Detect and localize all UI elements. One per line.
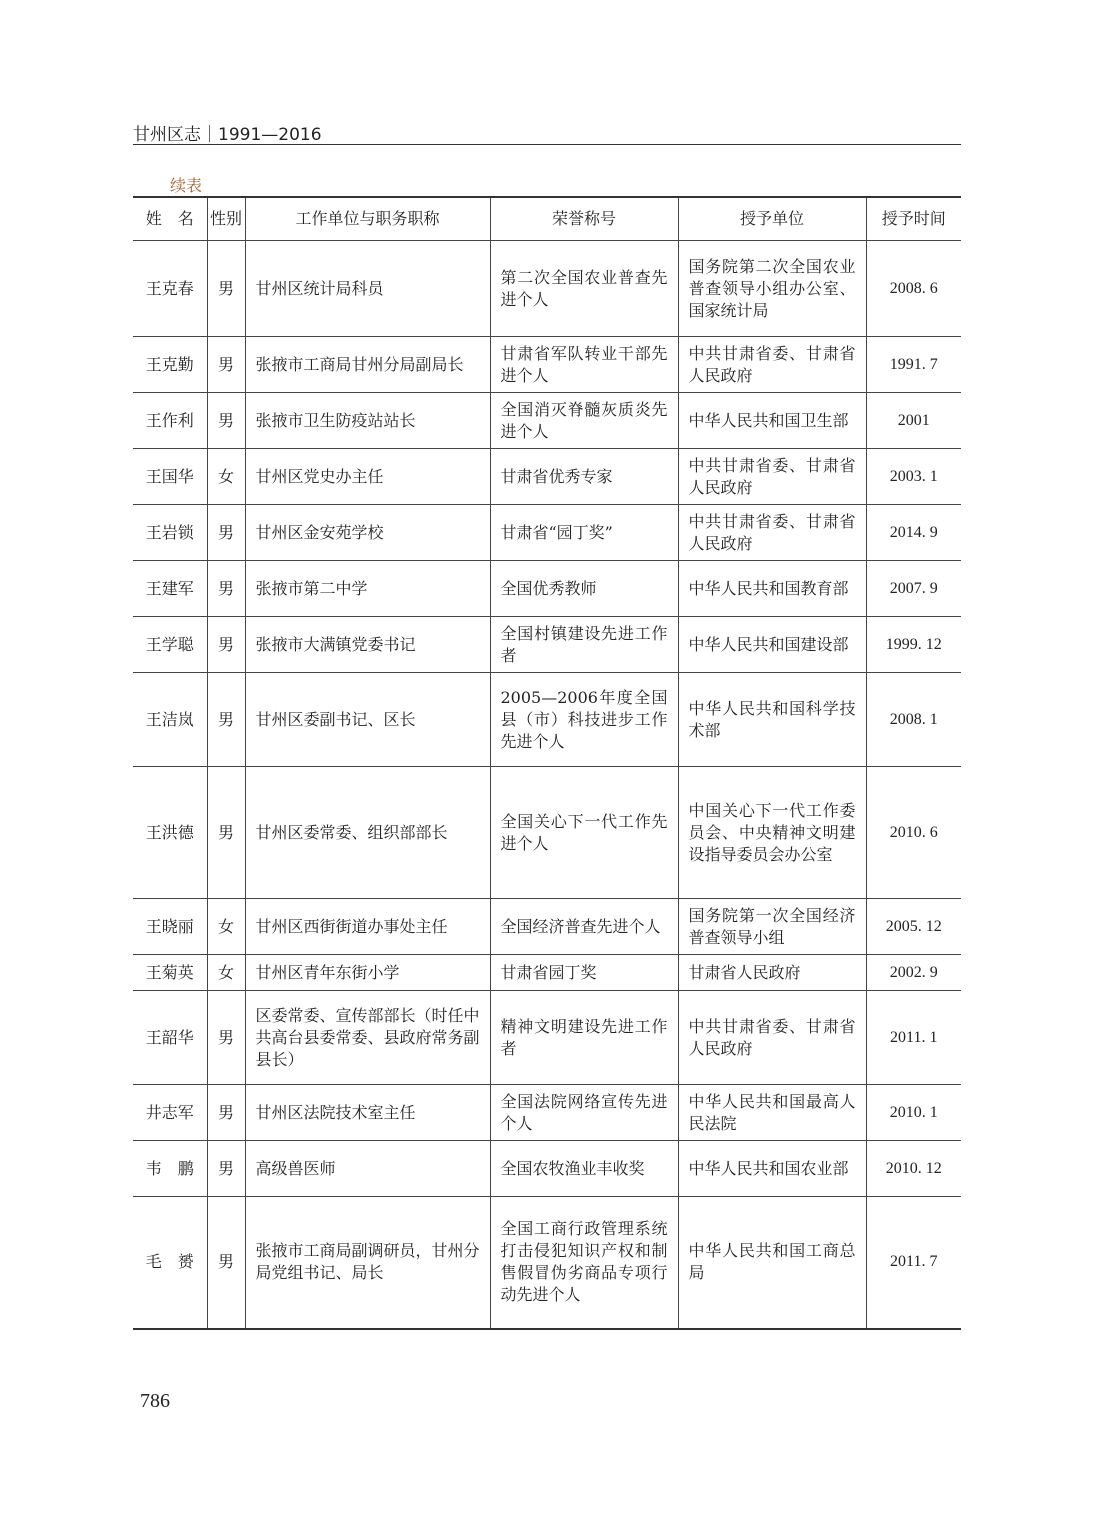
cell-date: 2005. 12 (866, 899, 961, 955)
cell-title: 甘肃省优秀专家 (490, 449, 678, 505)
cell-name: 王作利 (133, 393, 207, 449)
cell-name: 王国华 (133, 449, 207, 505)
cell-title: 精神文明建设先进工作者 (490, 991, 678, 1085)
cell-title: 2005—2006年度全国县（市）科技进步工作先进个人 (490, 673, 678, 767)
cell-unit: 甘州区统计局科员 (245, 241, 490, 337)
cell-date: 2001 (866, 393, 961, 449)
cell-sex: 男 (207, 1197, 245, 1329)
table-row (133, 449, 961, 505)
cell-date: 1999. 12 (866, 617, 961, 673)
cell-title: 全国消灭脊髓灰质炎先进个人 (490, 393, 678, 449)
honors-table (133, 196, 961, 1330)
cell-unit: 甘州区青年东街小学 (245, 955, 490, 991)
cell-date: 2008. 1 (866, 673, 961, 767)
running-head (133, 118, 961, 145)
header-row (133, 197, 961, 241)
cell-sex: 男 (207, 617, 245, 673)
cell-unit: 甘州区西街街道办事处主任 (245, 899, 490, 955)
cell-sex: 男 (207, 337, 245, 393)
cell-name: 王韶华 (133, 991, 207, 1085)
cell-name: 王晓丽 (133, 899, 207, 955)
cell-name: 王建军 (133, 561, 207, 617)
cell-org: 中华人民共和国建设部 (678, 617, 866, 673)
cell-sex: 男 (207, 393, 245, 449)
cell-title: 全国法院网络宣传先进个人 (490, 1085, 678, 1141)
cell-name: 王克春 (133, 241, 207, 337)
col-header-title: 荣誉称号 (490, 197, 678, 241)
cell-sex: 男 (207, 561, 245, 617)
cell-unit: 张掖市工商局甘州分局副局长 (245, 337, 490, 393)
table-row (133, 1197, 961, 1329)
table-row (133, 991, 961, 1085)
table-row (133, 1085, 961, 1141)
cell-org: 中华人民共和国工商总局 (678, 1197, 866, 1329)
cell-sex: 男 (207, 1085, 245, 1141)
cell-name: 井志军 (133, 1085, 207, 1141)
cell-date: 2007. 9 (866, 561, 961, 617)
cell-sex: 男 (207, 505, 245, 561)
cell-org: 中共甘肃省委、甘肃省人民政府 (678, 337, 866, 393)
cell-unit: 甘州区党史办主任 (245, 449, 490, 505)
cell-org: 国务院第二次全国农业普查领导小组办公室、国家统计局 (678, 241, 866, 337)
cell-unit: 张掖市大满镇党委书记 (245, 617, 490, 673)
cell-date: 2008. 6 (866, 241, 961, 337)
cell-unit: 张掖市卫生防疫站站长 (245, 393, 490, 449)
table-row (133, 241, 961, 337)
cell-name: 韦 鹏 (133, 1141, 207, 1197)
cell-title: 第二次全国农业普查先进个人 (490, 241, 678, 337)
cell-title: 甘肃省军队转业干部先进个人 (490, 337, 678, 393)
cell-unit: 甘州区委常委、组织部部长 (245, 767, 490, 899)
cell-title: 全国工商行政管理系统打击侵犯知识产权和制售假冒伪劣商品专项行动先进个人 (490, 1197, 678, 1329)
cell-date: 2010. 6 (866, 767, 961, 899)
cell-unit: 甘州区法院技术室主任 (245, 1085, 490, 1141)
cell-title: 甘肃省“园丁奖” (490, 505, 678, 561)
cell-sex: 男 (207, 1141, 245, 1197)
table-row (133, 955, 961, 991)
cell-date: 2014. 9 (866, 505, 961, 561)
cell-date: 2011. 1 (866, 991, 961, 1085)
cell-date: 2010. 1 (866, 1085, 961, 1141)
cell-name: 王岩锁 (133, 505, 207, 561)
cell-title: 全国关心下一代工作先进个人 (490, 767, 678, 899)
cell-title: 全国农牧渔业丰收奖 (490, 1141, 678, 1197)
cell-unit: 高级兽医师 (245, 1141, 490, 1197)
table-row (133, 899, 961, 955)
cell-title: 全国村镇建设先进工作者 (490, 617, 678, 673)
cell-org: 中共甘肃省委、甘肃省人民政府 (678, 505, 866, 561)
cell-name: 毛 赟 (133, 1197, 207, 1329)
cell-unit: 甘州区委副书记、区长 (245, 673, 490, 767)
cell-date: 2003. 1 (866, 449, 961, 505)
cell-date: 2002. 9 (866, 955, 961, 991)
cell-unit: 甘州区金安苑学校 (245, 505, 490, 561)
col-header-unit: 工作单位与职务职称 (245, 197, 490, 241)
col-header-date: 授予时间 (866, 197, 961, 241)
cell-name: 王克勤 (133, 337, 207, 393)
cell-sex: 女 (207, 899, 245, 955)
cell-title: 甘肃省园丁奖 (490, 955, 678, 991)
running-head-text: 甘州区志｜1991—2016 (133, 125, 322, 145)
col-header-org: 授予单位 (678, 197, 866, 241)
table-row (133, 1141, 961, 1197)
cell-date: 1991. 7 (866, 337, 961, 393)
table-row (133, 393, 961, 449)
cell-date: 2010. 12 (866, 1141, 961, 1197)
page-number: 786 (140, 1390, 170, 1412)
cell-sex: 女 (207, 449, 245, 505)
cell-date: 2011. 7 (866, 1197, 961, 1329)
cell-org: 中华人民共和国科学技术部 (678, 673, 866, 767)
cell-unit: 区委常委、宣传部部长（时任中共高台县委常委、县政府常务副县长） (245, 991, 490, 1085)
cell-org: 中国关心下一代工作委员会、中央精神文明建设指导委员会办公室 (678, 767, 866, 899)
cell-name: 王洁岚 (133, 673, 207, 767)
cell-title: 全国经济普查先进个人 (490, 899, 678, 955)
col-header-sex: 性别 (207, 197, 245, 241)
table-row (133, 337, 961, 393)
cell-name: 王菊英 (133, 955, 207, 991)
table-row (133, 673, 961, 767)
cell-org: 中共甘肃省委、甘肃省人民政府 (678, 449, 866, 505)
cell-sex: 男 (207, 991, 245, 1085)
cell-unit: 张掖市工商局副调研员，甘州分局党组书记、局长 (245, 1197, 490, 1329)
cell-org: 中华人民共和国教育部 (678, 561, 866, 617)
cell-org: 中华人民共和国农业部 (678, 1141, 866, 1197)
table-row (133, 505, 961, 561)
cell-name: 王学聪 (133, 617, 207, 673)
cell-title: 全国优秀教师 (490, 561, 678, 617)
col-header-name: 姓 名 (133, 197, 207, 241)
cell-org: 中共甘肃省委、甘肃省人民政府 (678, 991, 866, 1085)
table-row (133, 561, 961, 617)
table-caption: 续表 (170, 176, 203, 195)
cell-sex: 男 (207, 673, 245, 767)
cell-sex: 男 (207, 241, 245, 337)
cell-org: 甘肃省人民政府 (678, 955, 866, 991)
cell-unit: 张掖市第二中学 (245, 561, 490, 617)
cell-name: 王洪德 (133, 767, 207, 899)
table-row (133, 767, 961, 899)
table-row (133, 617, 961, 673)
cell-org: 中华人民共和国卫生部 (678, 393, 866, 449)
cell-org: 国务院第一次全国经济普查领导小组 (678, 899, 866, 955)
cell-org: 中华人民共和国最高人民法院 (678, 1085, 866, 1141)
cell-sex: 女 (207, 955, 245, 991)
cell-sex: 男 (207, 767, 245, 899)
